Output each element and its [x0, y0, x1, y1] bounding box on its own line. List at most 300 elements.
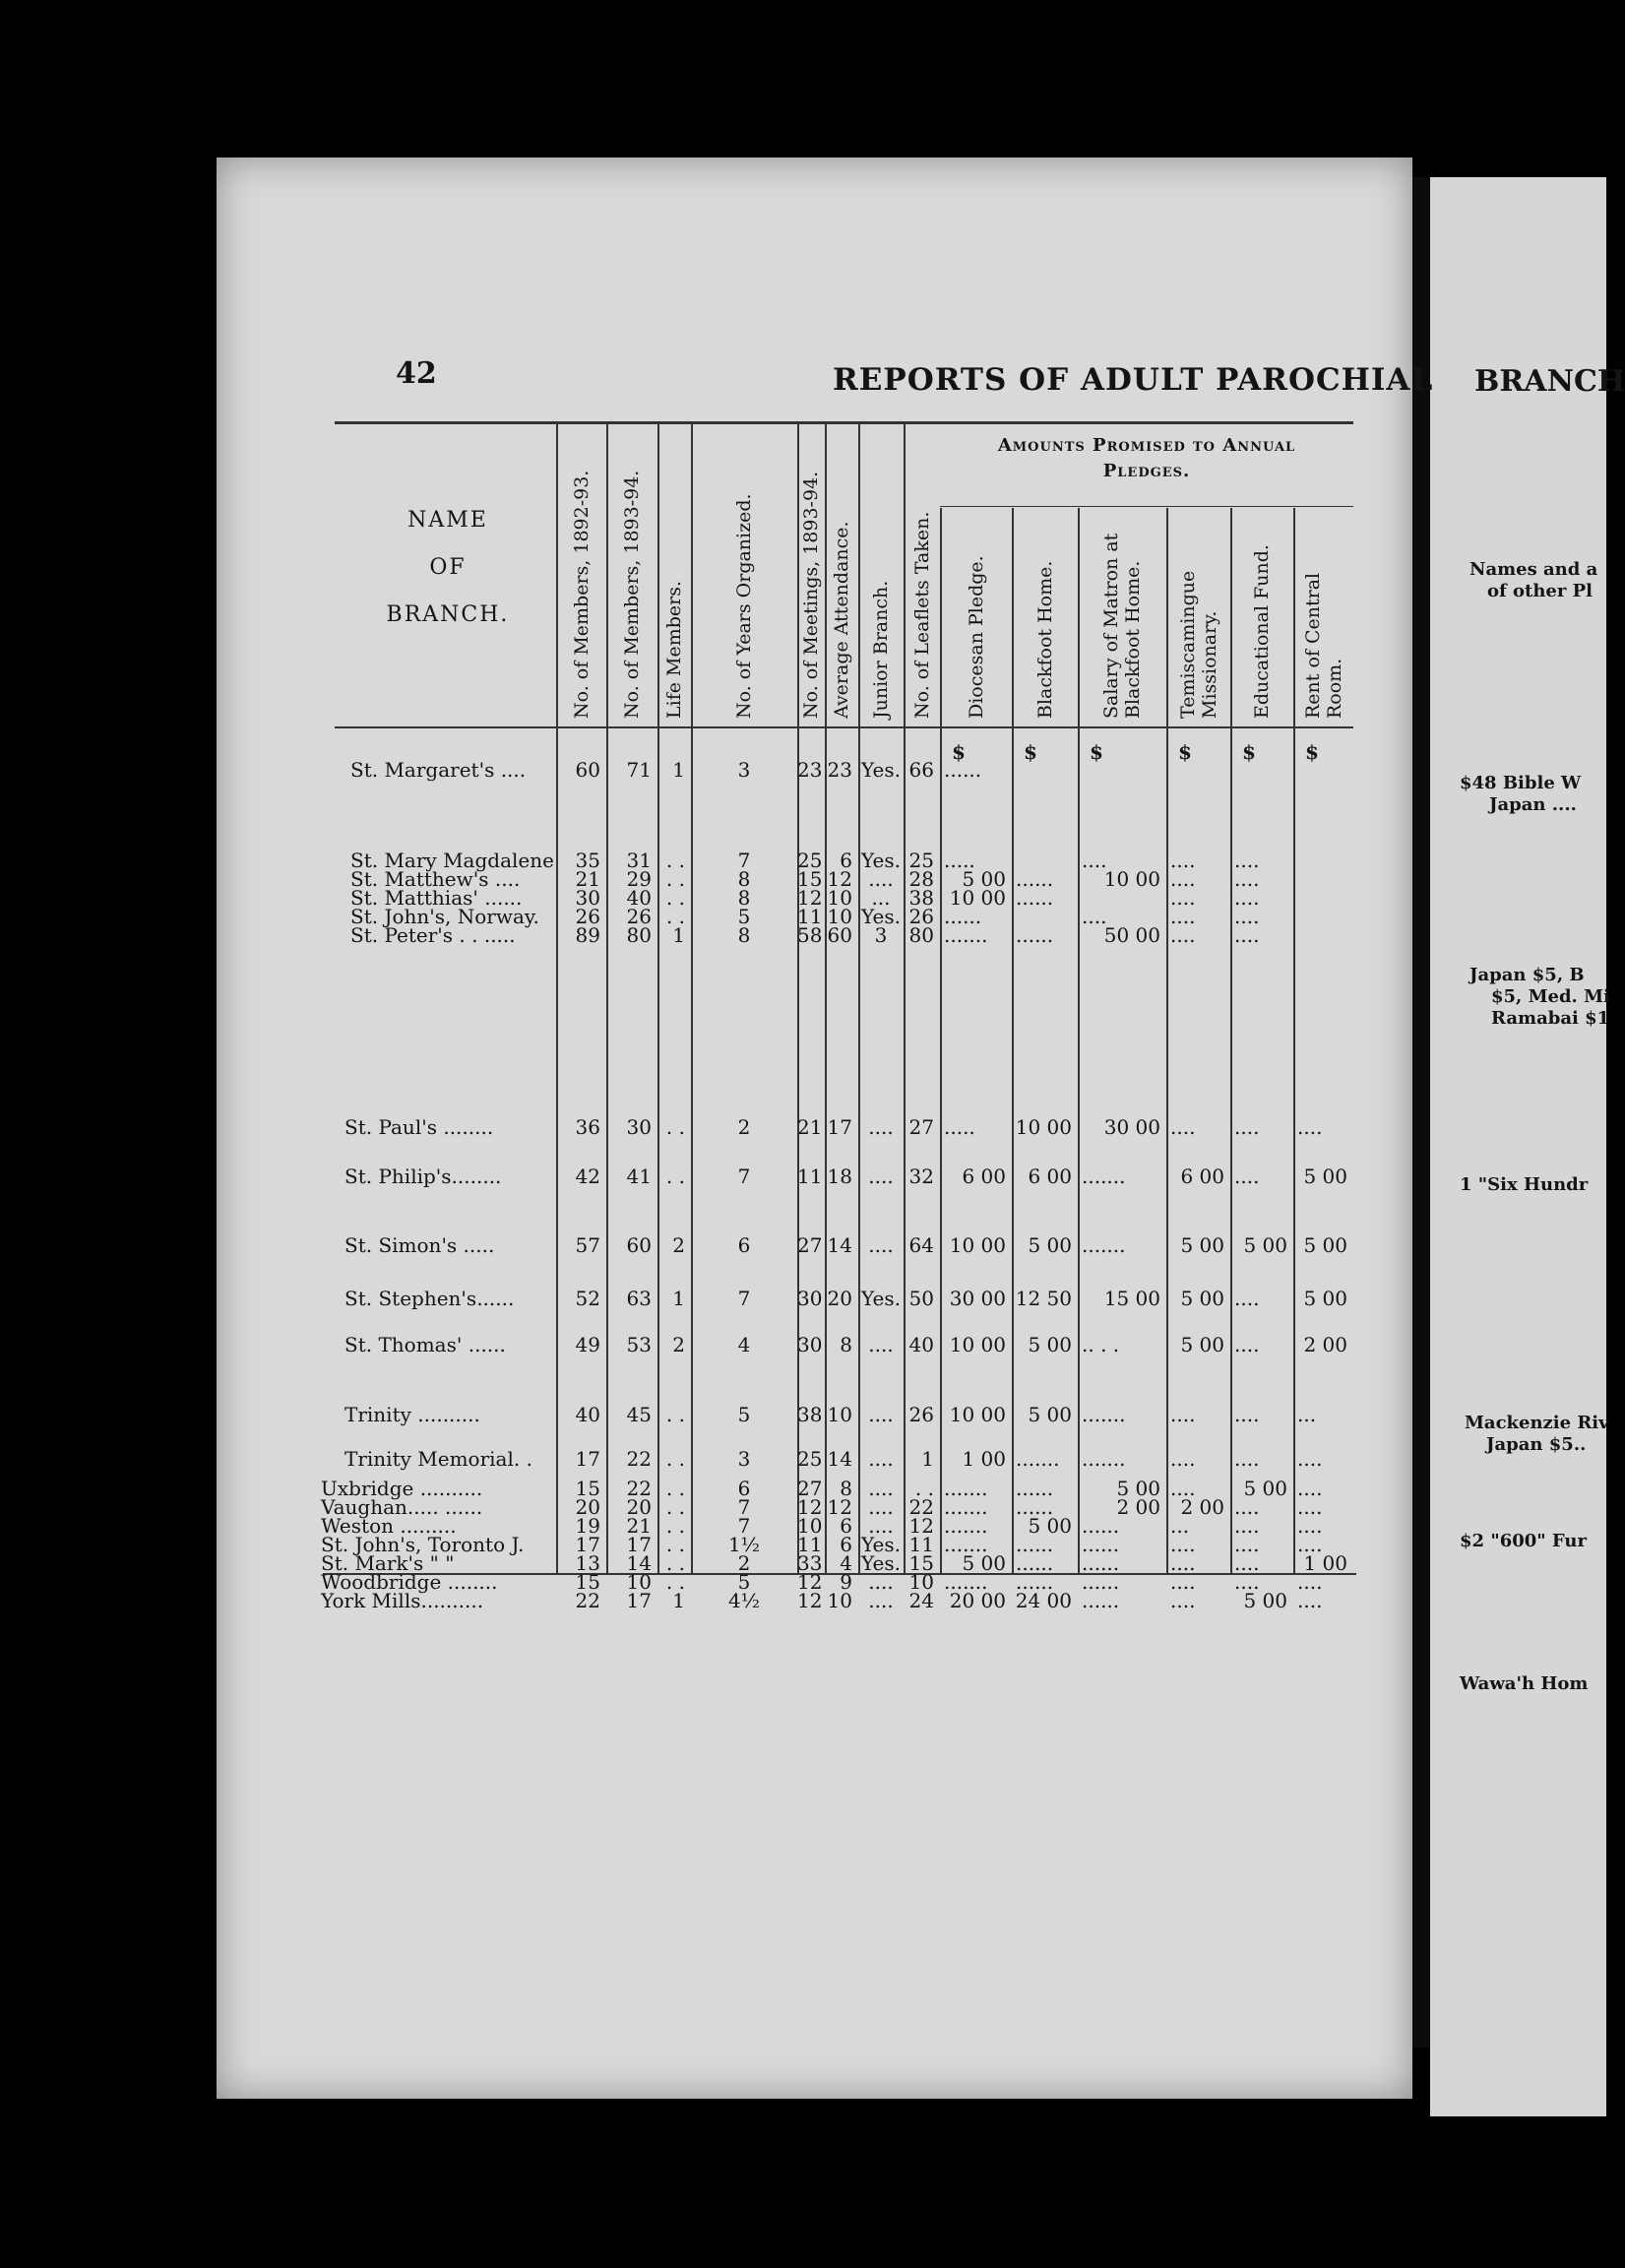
- table-cell: 40: [575, 1403, 600, 1426]
- column-header: [1034, 561, 1056, 719]
- group-underline: [940, 506, 1353, 507]
- branch-name: Trinity ..........: [344, 1403, 480, 1426]
- running-head: REPORTS OF ADULT PAROCHIAL: [833, 362, 1434, 398]
- table-cell: 10 00: [949, 1403, 1006, 1426]
- table-cell: 10 00: [1015, 1115, 1072, 1139]
- table-cell: .....: [944, 849, 975, 872]
- table-cell: . .: [665, 1514, 685, 1538]
- column-rule: [1293, 508, 1295, 1575]
- table-cell: 5 00: [1303, 1233, 1347, 1257]
- table-cell: 17: [626, 1589, 652, 1612]
- branch-name: Uxbridge ..........: [321, 1477, 483, 1500]
- table-cell: 5 00: [1028, 1514, 1072, 1538]
- table-cell: ....: [1170, 886, 1196, 910]
- table-cell: 10: [908, 1570, 934, 1594]
- table-cell: . .: [665, 1570, 685, 1594]
- column-header: [911, 512, 933, 719]
- table-cell: 63: [626, 1287, 652, 1310]
- table-cell: . .: [665, 1403, 685, 1426]
- column-header-line: Life Members.: [663, 580, 685, 719]
- table-cell: 6: [840, 849, 852, 872]
- table-cell: .......: [1082, 1403, 1126, 1426]
- table-cell: 2: [672, 1233, 685, 1257]
- table-cell: ....: [1170, 1551, 1196, 1575]
- facing-entry: Japan $5, B: [1469, 965, 1585, 985]
- column-header: [870, 581, 892, 719]
- table-cell: 33: [797, 1551, 823, 1575]
- table-cell: 8: [737, 886, 751, 910]
- column-header: [663, 581, 685, 719]
- table-cell: 64: [908, 1233, 934, 1257]
- table-cell: . .: [665, 849, 685, 872]
- table-cell: 11: [797, 905, 823, 928]
- name-of-branch-header: [335, 497, 561, 639]
- branch-name: Trinity Memorial. .: [344, 1447, 532, 1471]
- table-cell: ......: [944, 905, 982, 928]
- table-cell: ....: [1297, 1514, 1323, 1538]
- table-cell: 9: [840, 1570, 852, 1594]
- column-header: [1177, 571, 1220, 719]
- table-cell: 53: [626, 1333, 652, 1356]
- table-cell: ....: [868, 1514, 894, 1538]
- table-cell: 14: [827, 1233, 852, 1257]
- table-cell: ......: [1016, 1533, 1054, 1556]
- header-bottom-rule: [335, 726, 1353, 728]
- table-cell: 26: [908, 1403, 934, 1426]
- column-header-line: Rent of Central: [1301, 572, 1324, 719]
- table-cell: ....: [1234, 867, 1260, 891]
- table-cell: 10: [827, 905, 852, 928]
- table-cell: . .: [665, 867, 685, 891]
- table-cell: 30: [797, 1287, 823, 1310]
- table-cell: 89: [575, 923, 600, 947]
- table-cell: 30: [797, 1333, 823, 1356]
- table-cell: ....: [1297, 1570, 1323, 1594]
- table-cell: 1: [672, 1287, 685, 1310]
- table-cell: 5 00: [1243, 1589, 1287, 1612]
- table-cell: ....: [1170, 905, 1196, 928]
- branch-name: St. Stephen's......: [344, 1287, 515, 1310]
- table-cell: ....: [1297, 1533, 1323, 1556]
- table-cell: ....: [1082, 905, 1107, 928]
- table-cell: ....: [1297, 1495, 1323, 1519]
- table-cell: 8: [737, 923, 751, 947]
- column-rule: [1166, 508, 1168, 1575]
- table-cell: 31: [626, 849, 652, 872]
- table-cell: 8: [840, 1477, 852, 1500]
- column-rule: [1230, 508, 1232, 1575]
- table-cell: 12: [797, 1570, 823, 1594]
- table-cell: .......: [944, 1495, 988, 1519]
- table-cell: ....: [1234, 1570, 1260, 1594]
- table-cell: 3: [737, 1447, 751, 1471]
- dollar-sign: $: [1090, 740, 1103, 764]
- column-header-line: Missionary.: [1198, 610, 1220, 719]
- table-cell: 12: [908, 1514, 934, 1538]
- table-cell: ....: [1234, 1551, 1260, 1575]
- column-header-line: Temiscamingue: [1176, 570, 1199, 719]
- facing-entry: Ramabai $1: [1491, 1008, 1610, 1029]
- table-cell: 13: [575, 1551, 600, 1575]
- column-header-line: Salary of Matron at: [1100, 533, 1122, 719]
- table-cell: ......: [944, 758, 982, 782]
- table-cell: ....: [868, 1165, 894, 1188]
- column-header-line: Junior Branch.: [870, 580, 892, 719]
- table-cell: ......: [1082, 1570, 1120, 1594]
- table-cell: ....: [1234, 1115, 1260, 1139]
- table-cell: .......: [944, 1533, 988, 1556]
- table-cell: .......: [1082, 1165, 1126, 1188]
- table-cell: 35: [575, 849, 600, 872]
- table-cell: 20: [626, 1495, 652, 1519]
- table-cell: 11: [797, 1533, 823, 1556]
- table-cell: 23: [797, 758, 823, 782]
- header-rule: [335, 421, 1353, 424]
- column-header-line: No. of Years Organized.: [733, 493, 755, 719]
- table-cell: 1: [672, 758, 685, 782]
- table-cell: ....: [1082, 849, 1107, 872]
- table-cell: 17: [575, 1447, 600, 1471]
- table-cell: 12 50: [1015, 1287, 1072, 1310]
- branch-name: St. John's, Norway.: [350, 905, 539, 928]
- table-cell: 1½: [727, 1533, 761, 1556]
- branch-name: St. Mary Magdalene: [350, 849, 554, 872]
- table-cell: 4½: [727, 1589, 761, 1612]
- table-cell: ....: [1170, 1447, 1196, 1471]
- table-cell: 5 00: [1028, 1233, 1072, 1257]
- table-cell: . .: [665, 905, 685, 928]
- table-cell: 2: [737, 1551, 751, 1575]
- table-cell: 2: [737, 1115, 751, 1139]
- column-header: [733, 493, 755, 719]
- table-cell: 22: [575, 1589, 600, 1612]
- table-cell: 2: [672, 1333, 685, 1356]
- table-cell: 22: [626, 1477, 652, 1500]
- table-cell: 5 00: [1303, 1165, 1347, 1188]
- table-cell: ....: [1297, 1447, 1323, 1471]
- table-cell: ....: [1234, 905, 1260, 928]
- facing-header-line: of other Pl: [1487, 581, 1593, 601]
- table-cell: 80: [626, 923, 652, 947]
- table-cell: ....: [1234, 1165, 1260, 1188]
- table-cell: ...: [871, 886, 891, 910]
- table-cell: 1 00: [1303, 1551, 1347, 1575]
- group-header-line: Pledges.: [1102, 461, 1191, 481]
- table-cell: ....: [868, 1477, 894, 1500]
- table-cell: ....: [868, 1447, 894, 1471]
- table-cell: 38: [797, 1403, 823, 1426]
- table-cell: 3: [737, 758, 751, 782]
- dollar-sign: $: [1024, 740, 1037, 764]
- table-cell: 5: [737, 905, 751, 928]
- column-header-line: Blackfoot Home.: [1122, 560, 1144, 719]
- table-cell: 21: [626, 1514, 652, 1538]
- table-cell: 45: [626, 1403, 652, 1426]
- table-cell: ......: [1016, 1495, 1054, 1519]
- table-cell: 5 00: [1180, 1233, 1224, 1257]
- table-cell: 38: [908, 886, 934, 910]
- table-cell: 12: [797, 1495, 823, 1519]
- table-cell: 49: [575, 1333, 600, 1356]
- table-cell: ....: [1234, 1403, 1260, 1426]
- table-cell: ....: [1170, 1533, 1196, 1556]
- facing-entry: $48 Bible W: [1460, 773, 1582, 793]
- table-cell: 3: [874, 923, 888, 947]
- table-cell: 25: [797, 849, 823, 872]
- table-cell: . .: [665, 1477, 685, 1500]
- table-cell: 20: [827, 1287, 852, 1310]
- table-cell: 22: [908, 1495, 934, 1519]
- table-cell: 50: [908, 1287, 934, 1310]
- table-cell: 7: [737, 1514, 751, 1538]
- table-cell: Yes.: [861, 849, 901, 872]
- table-cell: 10 00: [949, 886, 1006, 910]
- table-cell: ....: [1297, 1115, 1323, 1139]
- table-cell: 30: [626, 1115, 652, 1139]
- table-cell: 5 00: [1303, 1287, 1347, 1310]
- table-cell: ....: [1170, 1403, 1196, 1426]
- table-cell: 60: [827, 923, 852, 947]
- column-header-line: No. of Members, 1893-94.: [621, 470, 643, 719]
- table-cell: 10: [626, 1570, 652, 1594]
- table-cell: 12: [827, 1495, 852, 1519]
- column-header: [1100, 534, 1144, 719]
- table-cell: ....: [868, 1570, 894, 1594]
- facing-entry: Wawa'h Hom: [1460, 1673, 1589, 1694]
- table-cell: ....: [868, 1333, 894, 1356]
- facing-entry: Japan $5..: [1486, 1434, 1587, 1455]
- table-cell: 30: [575, 886, 600, 910]
- table-cell: ....: [1170, 1115, 1196, 1139]
- column-header: [1302, 573, 1345, 719]
- table-cell: 25: [908, 849, 934, 872]
- column-header-line: No. of Members, 1892-93.: [570, 470, 593, 719]
- table-cell: 60: [575, 758, 600, 782]
- table-cell: 21: [575, 867, 600, 891]
- table-cell: ......: [1082, 1533, 1120, 1556]
- column-rule: [1078, 508, 1080, 1575]
- table-cell: 22: [626, 1447, 652, 1471]
- table-cell: 27: [908, 1115, 934, 1139]
- table-cell: 5 00: [1180, 1287, 1224, 1310]
- table-cell: 52: [575, 1287, 600, 1310]
- branch-name: St. Thomas' ......: [344, 1333, 506, 1356]
- table-cell: . .: [665, 1495, 685, 1519]
- table-cell: ...: [1297, 1403, 1317, 1426]
- column-header: [1251, 544, 1273, 719]
- table-cell: 6: [737, 1233, 751, 1257]
- table-cell: 24 00: [1015, 1589, 1072, 1612]
- table-cell: . .: [914, 1477, 934, 1500]
- table-cell: 21: [797, 1115, 823, 1139]
- table-cell: 14: [626, 1551, 652, 1575]
- table-cell: ....: [868, 1403, 894, 1426]
- table-cell: ....: [1234, 923, 1260, 947]
- table-cell: ....: [868, 1589, 894, 1612]
- table-cell: 5 00: [962, 1551, 1006, 1575]
- branch-name: Woodbridge ........: [321, 1570, 498, 1594]
- table-cell: ......: [1016, 1570, 1054, 1594]
- table-cell: 10: [827, 1589, 852, 1612]
- table-cell: ....: [1170, 1570, 1196, 1594]
- table-cell: 4: [840, 1551, 852, 1575]
- table-cell: 5 00: [962, 867, 1006, 891]
- table-cell: 40: [626, 886, 652, 910]
- table-cell: ....: [1234, 849, 1260, 872]
- table-cell: 10: [827, 886, 852, 910]
- table-cell: 58: [797, 923, 823, 947]
- table-cell: Yes.: [861, 1551, 901, 1575]
- table-cell: 42: [575, 1165, 600, 1188]
- table-cell: ......: [1016, 923, 1054, 947]
- table-cell: . .: [665, 1533, 685, 1556]
- table-cell: ....: [868, 867, 894, 891]
- table-cell: .......: [1016, 1447, 1060, 1471]
- table-cell: ....: [1170, 1589, 1196, 1612]
- book-gutter: [1412, 177, 1430, 2048]
- table-cell: . .: [665, 1165, 685, 1188]
- table-cell: 6: [737, 1477, 751, 1500]
- branch-name: St. Paul's ........: [344, 1115, 494, 1139]
- table-cell: 6: [840, 1533, 852, 1556]
- column-header-line: Room.: [1323, 658, 1345, 719]
- table-cell: 26: [908, 905, 934, 928]
- branch-name: Weston .........: [321, 1514, 457, 1538]
- table-cell: 11: [908, 1533, 934, 1556]
- branch-name: St. Philip's........: [344, 1165, 502, 1188]
- facing-page: [1430, 177, 1625, 2116]
- table-cell: 41: [626, 1165, 652, 1188]
- facing-entry: 1 "Six Hundr: [1460, 1174, 1589, 1195]
- table-cell: 66: [908, 758, 934, 782]
- table-cell: .......: [944, 1477, 988, 1500]
- facing-entry: $5, Med. Mi: [1491, 986, 1610, 1007]
- table-cell: Yes.: [861, 1533, 901, 1556]
- table-cell: 60: [626, 1233, 652, 1257]
- table-cell: ....: [1234, 1533, 1260, 1556]
- table-cell: 2 00: [1116, 1495, 1160, 1519]
- column-header-line: Average Attendance.: [831, 521, 852, 719]
- table-cell: ....: [1297, 1589, 1323, 1612]
- table-cell: 28: [908, 867, 934, 891]
- facing-page-column-header: [1469, 559, 1597, 602]
- table-cell: 10 00: [1103, 867, 1160, 891]
- facing-page-heading: BRANCH: [1474, 364, 1625, 399]
- branch-name: St. Margaret's ....: [350, 758, 527, 782]
- column-header-line: No. of Leaflets Taken.: [910, 511, 933, 719]
- table-cell: 10 00: [949, 1333, 1006, 1356]
- table-cell: ....: [1170, 867, 1196, 891]
- table-cell: ....: [868, 1495, 894, 1519]
- column-header-line: Diocesan Pledge.: [965, 555, 987, 719]
- column-header: [966, 555, 987, 719]
- table-cell: . .: [665, 1551, 685, 1575]
- table-cell: .......: [944, 1514, 988, 1538]
- table-cell: ....: [1297, 1477, 1323, 1500]
- branch-name: St. Matthew's ....: [350, 867, 521, 891]
- column-header-line: Blackfoot Home.: [1033, 560, 1056, 719]
- table-cell: ....: [868, 1233, 894, 1257]
- table-cell: 12: [797, 1589, 823, 1612]
- table-cell: 17: [575, 1533, 600, 1556]
- table-cell: . .: [665, 1447, 685, 1471]
- table-cell: ....: [1234, 1514, 1260, 1538]
- dollar-sign: $: [952, 740, 966, 764]
- group-header-line: Amounts Promised to Annual: [997, 435, 1296, 456]
- table-cell: ...: [1170, 1514, 1190, 1538]
- table-cell: ....: [1170, 923, 1196, 947]
- table-cell: 80: [908, 923, 934, 947]
- table-cell: 8: [840, 1333, 852, 1356]
- table-cell: . .: [665, 886, 685, 910]
- table-cell: 19: [575, 1514, 600, 1538]
- branch-name: St. John's, Toronto J.: [321, 1533, 525, 1556]
- table-cell: 1: [672, 923, 685, 947]
- table-cell: 40: [908, 1333, 934, 1356]
- table-cell: 4: [737, 1333, 751, 1356]
- column-header-line: No. of Meetings, 1893-94.: [800, 471, 822, 719]
- table-cell: Yes.: [861, 758, 901, 782]
- column-header: [571, 471, 593, 719]
- table-cell: 5 00: [1180, 1333, 1224, 1356]
- table-cell: ......: [1016, 886, 1054, 910]
- table-cell: 20: [575, 1495, 600, 1519]
- table-cell: 5: [737, 1403, 751, 1426]
- branch-name: St. Peter's . . .....: [350, 923, 516, 947]
- dollar-sign: $: [1178, 740, 1192, 764]
- table-cell: 15: [908, 1551, 934, 1575]
- table-cell: 5 00: [1028, 1333, 1072, 1356]
- table-cell: 8: [737, 867, 751, 891]
- table-cell: 12: [797, 886, 823, 910]
- table-cell: 1: [921, 1447, 934, 1471]
- column-header: [800, 472, 822, 719]
- table-cell: 7: [737, 1165, 751, 1188]
- table-cell: ......: [1082, 1551, 1120, 1575]
- table-cell: ......: [1016, 867, 1054, 891]
- page-number: 42: [396, 356, 437, 391]
- table-cell: Yes.: [861, 1287, 901, 1310]
- table-cell: ....: [868, 1115, 894, 1139]
- dollar-sign: $: [1305, 740, 1319, 764]
- table-cell: 6 00: [1028, 1165, 1072, 1188]
- table-cell: .......: [1082, 1447, 1126, 1471]
- branch-name: St. Mark's " ": [321, 1551, 455, 1575]
- table-cell: ......: [1082, 1589, 1120, 1612]
- table-cell: 10 00: [949, 1233, 1006, 1257]
- column-header-line: Educational Fund.: [1251, 544, 1273, 719]
- table-cell: 32: [908, 1165, 934, 1188]
- table-cell: 17: [626, 1533, 652, 1556]
- table-cell: .....: [944, 1115, 975, 1139]
- table-cell: 7: [737, 1287, 751, 1310]
- table-cell: 15: [797, 867, 823, 891]
- table-cell: 23: [827, 758, 852, 782]
- table-cell: 10: [797, 1514, 823, 1538]
- table-cell: 57: [575, 1233, 600, 1257]
- table-cell: 12: [827, 867, 852, 891]
- table-cell: 17: [827, 1115, 852, 1139]
- table-cell: ....: [1170, 1477, 1196, 1500]
- table-cell: .......: [944, 923, 988, 947]
- table-cell: 6 00: [962, 1165, 1006, 1188]
- table-cell: 26: [626, 905, 652, 928]
- branch-name: York Mills..........: [321, 1589, 484, 1612]
- table-cell: 14: [827, 1447, 852, 1471]
- table-cell: 15: [575, 1477, 600, 1500]
- table-cell: 1: [672, 1589, 685, 1612]
- name-header-line: OF: [429, 555, 467, 580]
